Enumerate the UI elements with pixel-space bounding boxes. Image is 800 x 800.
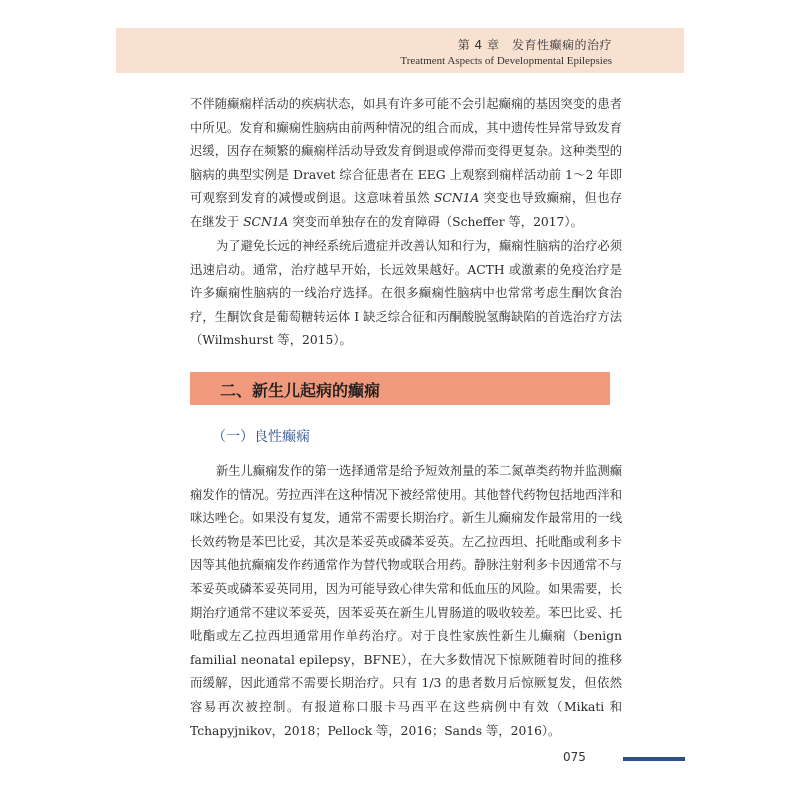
paragraph-1-text-a: 不伴随癫痫样活动的疾病状态，如具有许多可能不会引起癫痫的基因突变的患者中所见。发育和癫痫性脑病由前两种情况的组合而成，其中遗传性异常导致发育迟缓，因存在频繁的癫痫样活动导致发育倒退或停滞而变得更复杂。这种类型的脑病的典型实例是 Dravet 综合征患者在 EEG 上观察到痫样活动前 1～2 年即可观察到发育的减慢或倒退。这意味着虽然 [190, 97, 622, 206]
gene-name: SCN1A [243, 214, 289, 229]
running-header [116, 28, 684, 73]
paragraph-3 [190, 460, 622, 743]
paragraph-1-text-c: 突变而单独存在的发育障碍（Scheffer 等，2017）。 [288, 214, 583, 229]
section-heading-bar [190, 372, 610, 405]
chapter-title-en: Treatment Aspects of Developmental Epilepsies [400, 55, 612, 67]
paragraph-2 [190, 235, 622, 353]
subsection-title: （一）良性癫痫 [212, 429, 310, 445]
paragraph-3-text: 新生儿癫痫发作的第一选择通常是给予短效剂量的苯二氮䓬类药物并监测癫痫发作的情况。劳拉西泮在这种情况下被经常使用。其他替代药物包括地西泮和咪达唑仑。如果没有复发，通常不需要长期治疗。新生儿癫痫发作最常用的一线长效药物是苯巴比妥，其次是苯妥英或磷苯妥英。左乙拉西坦、托吡酯或利多卡因等其他抗癫痫发作药通常作为替代物或联合用药。静脉注射利多卡因通常不与苯妥英或磷苯妥英同用，因为可能导致心律失常和低血压的风险。如果需要，长期治疗通常不建议苯妥英，因苯妥英在新生儿胃肠道的吸收较差。苯巴比妥、托吡酯或左乙拉西坦通常用作单药治疗。对于良性家族性新生儿癫痫（benign familial neonatal epilepsy，BFNE），在大多数情况下惊厥随着时间的推移而缓解，因此通常不需要长期治疗。只有 1/3 的患者数月后惊厥复发，但依然容易再次被控制。有报道称口服卡马西平在这些病例中有效（Mikati 和 Tchapyjnikov，2018；Pellock 等，2016；Sands 等，2016）。 [190, 464, 622, 738]
gene-name: SCN1A [433, 191, 480, 206]
paragraph-2-text: 为了避免长远的神经系统后遗症并改善认知和行为，癫痫性脑病的治疗必须迅速启动。通常，治疗越早开始，长远效果越好。ACTH 或激素的免疫治疗是许多癫痫性脑病的一线治疗选择。在很多癫痫性脑病中也常常考虑生酮饮食治疗，生酮饮食是葡萄糖转运体 I 缺乏综合征和丙酮酸脱氢酶缺陷的首选治疗方法（Wilmshurst 等，2015）。 [190, 239, 622, 348]
section-title: 二、新生儿起病的癫痫 [220, 381, 381, 400]
paragraph-1-text-b: 突变也导致癫痫，但也存在继发于 [190, 191, 622, 229]
page-number: 075 [563, 750, 586, 764]
footer-accent-bar [623, 757, 685, 761]
paragraph-1 [190, 93, 622, 235]
chapter-title-zh: 第 4 章 发育性癫痫的治疗 [457, 38, 612, 52]
